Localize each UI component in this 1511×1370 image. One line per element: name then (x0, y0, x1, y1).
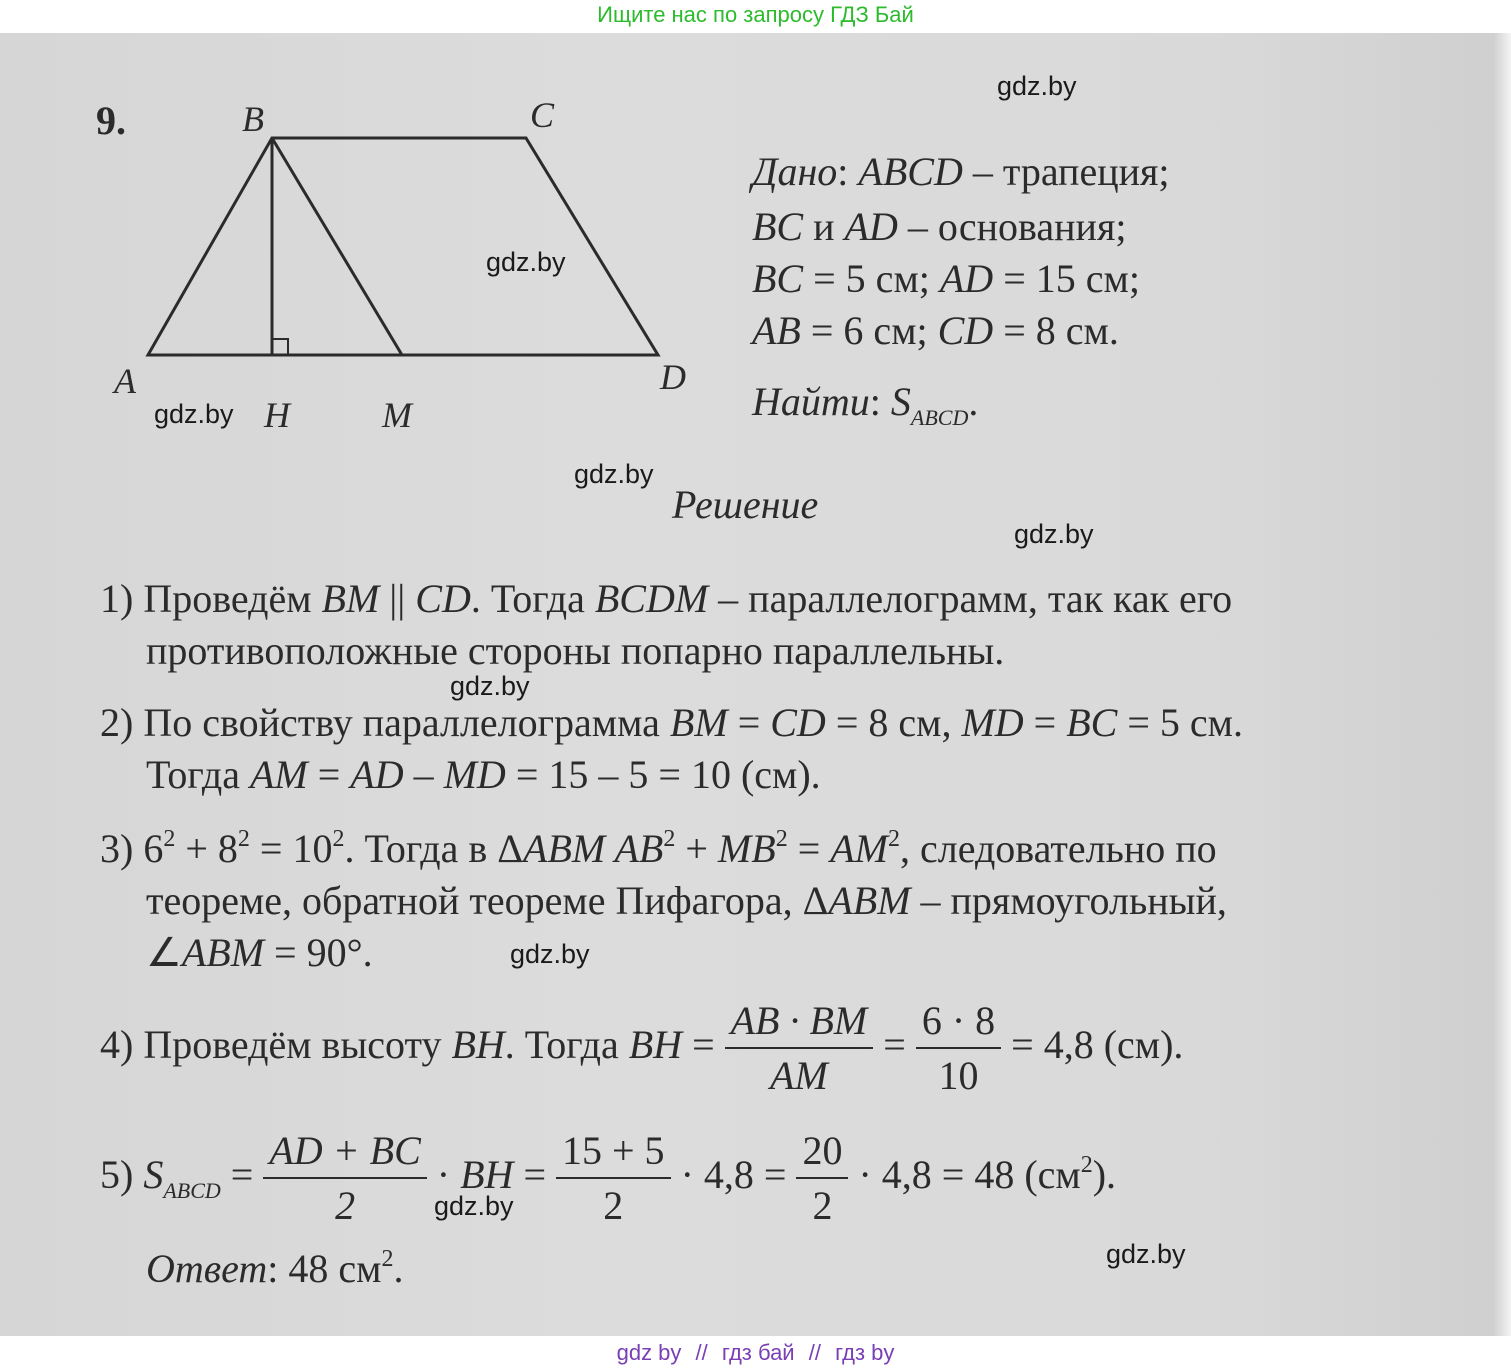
s5-bh: BH (460, 1152, 514, 1198)
s3-a: 6 (133, 826, 164, 871)
s3-sq4: 2 (663, 826, 676, 852)
watermark: gdz.by (450, 671, 530, 701)
given-ab-value: = 6 см; (800, 308, 938, 353)
s5-f3-num: 20 (796, 1125, 848, 1179)
step-3-line-1 (100, 825, 1217, 872)
s4-f1-num: AB · BM (725, 995, 874, 1049)
s1-bm: BM (321, 576, 380, 621)
s1-b: . Тогда (470, 576, 595, 621)
s4-fraction-1 (725, 995, 874, 1103)
s5-f2-den: 2 (603, 1183, 624, 1228)
label-m: M (382, 395, 412, 435)
s5-s: S (143, 1152, 164, 1198)
step-1-number: 1) (100, 576, 134, 621)
trapezoid-outline (148, 138, 658, 355)
s4-fraction-2 (916, 995, 1001, 1103)
label-b: B (242, 99, 264, 139)
s4-b: . Тогда (504, 1022, 629, 1068)
step-3-number: 3) (100, 826, 134, 871)
s1-bcdm: BCDM (594, 576, 709, 621)
s3-line3-abm: ABM (181, 930, 265, 975)
s3-line3b: = 90°. (264, 930, 373, 975)
step-3-line-2 (146, 877, 1227, 924)
s3-sq1: 2 (163, 826, 176, 852)
s2-a: По свойству параллелограмма (133, 700, 670, 745)
s5-mid: · 4,8 = (670, 1152, 797, 1198)
watermark: gdz.by (434, 1191, 514, 1221)
label-d: D (660, 357, 686, 397)
find-end: . (968, 379, 979, 424)
given-label: Дано (752, 149, 838, 194)
s4-bh2: BH (628, 1022, 683, 1068)
s2-eq2: = (1023, 700, 1067, 745)
s3-sq3: 2 (332, 826, 345, 852)
given-bc-value: = 5 см; (803, 256, 940, 301)
scanned-page (0, 33, 1511, 1336)
s4-eq2: = (873, 1022, 916, 1068)
bottom-separator: // (695, 1340, 708, 1365)
s4-f1-den: AM (770, 1053, 828, 1098)
bottom-link-1[interactable]: gdz by (616, 1340, 682, 1365)
s1-cd: CD (415, 576, 471, 621)
s5-eq2: = (513, 1152, 556, 1198)
watermark: gdz.by (574, 459, 654, 489)
given-line-4 (752, 307, 1119, 354)
step-2-line-2 (146, 751, 821, 798)
s3-sq6: 2 (888, 826, 901, 852)
given-ad-value: = 15 см; (993, 256, 1140, 301)
given-abcd: ABCD (858, 149, 963, 194)
given-ab: AB (752, 308, 801, 353)
s2-am: AM (249, 752, 308, 797)
s4-f2-den: 10 (938, 1053, 979, 1098)
find-s: S (890, 379, 911, 424)
s5-fraction-1 (263, 1125, 426, 1233)
given-bases: – основания; (897, 204, 1127, 249)
step-4-number: 4) (100, 1022, 134, 1068)
s3-sq2: 2 (237, 826, 250, 852)
given-cd: CD (937, 308, 994, 353)
s1-c: – параллелограмм, так как его (708, 576, 1233, 621)
angle-symbol: ∠ (146, 930, 182, 975)
s4-bh: BH (451, 1022, 505, 1068)
given-and: и (803, 204, 845, 249)
find-sub: ABCD (910, 405, 969, 430)
page-edge (1493, 33, 1511, 1336)
given-trapezoid: – трапеция; (962, 149, 1170, 194)
bottom-link-2[interactable]: гдз бай (721, 1340, 795, 1365)
s5-sub: ABCD (163, 1178, 221, 1204)
watermark: gdz.by (1014, 519, 1094, 549)
given-line-3 (752, 255, 1140, 302)
s1-par: || (379, 576, 416, 621)
s4-result: = 4,8 (см). (1001, 1022, 1184, 1068)
answer-sq: 2 (381, 1246, 394, 1272)
right-angle-mark (272, 339, 288, 355)
s5-fraction-2 (556, 1125, 671, 1233)
s4-eq: = (682, 1022, 725, 1068)
given-ad: AD (844, 204, 898, 249)
given-ad-2: AD (939, 256, 994, 301)
s2-eq3: = (307, 752, 351, 797)
s2-c: = 5 см. (1117, 700, 1243, 745)
s3-e: + (675, 826, 718, 871)
watermark: gdz.by (997, 71, 1077, 101)
s2-l2a: Тогда (146, 752, 250, 797)
given-bc-2: BC (752, 256, 804, 301)
s2-md: MD (961, 700, 1024, 745)
s5-end: ). (1092, 1152, 1117, 1198)
s3-line2b: – прямоугольный, (910, 878, 1227, 923)
watermark: gdz.by (1106, 1239, 1186, 1269)
step-5 (100, 1125, 1116, 1233)
find-label: Найти (752, 379, 870, 424)
given-line-1: Дано: ABCD – трапеция; (752, 149, 1170, 194)
step-1-line-2: противоположные стороны попарно параллельны. (146, 628, 1005, 673)
s3-sq5: 2 (775, 826, 788, 852)
s2-b: = 8 см, (825, 700, 962, 745)
step-2-number: 2) (100, 700, 134, 745)
answer-value: 48 см (288, 1246, 382, 1291)
problem-number: 9. (96, 98, 126, 143)
s2-minus: – (403, 752, 444, 797)
given-bc: BC (752, 204, 804, 249)
s4-f2-num: 6 · 8 (916, 995, 1001, 1049)
s2-l2b: = 15 – 5 = 10 (см). (505, 752, 821, 797)
s3-line2a: теореме, обратной теореме Пифагора, Δ (146, 878, 829, 923)
s3-abm: ABM AB (523, 826, 664, 871)
watermark: gdz.by (154, 399, 234, 429)
given-cd-value: = 8 см. (993, 308, 1119, 353)
solution-title: Решение (672, 482, 819, 527)
s5-sq: 2 (1080, 1152, 1093, 1179)
s5-f1-den: 2 (335, 1183, 356, 1228)
s2-md2: MD (443, 752, 506, 797)
bottom-banner[interactable] (0, 1336, 1511, 1370)
s3-b: + 8 (175, 826, 238, 871)
s3-g: , следовательно по (900, 826, 1217, 871)
find-line: Найти: $S_{ABCD}$. (752, 379, 979, 430)
s5-eq: = (220, 1152, 264, 1198)
answer-label: Ответ (146, 1246, 268, 1291)
segment-bm (272, 138, 402, 355)
s3-c: = 10 (249, 826, 333, 871)
s2-eq1: = (727, 700, 771, 745)
s4-a: Проведём высоту (133, 1022, 452, 1068)
s2-bm: BM (669, 700, 728, 745)
s3-am: AM (830, 826, 889, 871)
step-4 (100, 995, 1183, 1103)
step-2-line-1 (100, 699, 1243, 746)
given-line-2 (752, 203, 1126, 250)
label-c: C (530, 95, 555, 135)
step-5-number: 5) (100, 1152, 134, 1198)
s3-d: . Тогда в Δ (344, 826, 524, 871)
label-a: A (114, 361, 136, 401)
answer-colon: : (267, 1246, 289, 1291)
s5-fraction-3 (796, 1125, 848, 1233)
s2-ad: AD (350, 752, 404, 797)
watermark: gdz.by (486, 247, 566, 277)
answer-end: . (393, 1246, 404, 1291)
answer (146, 1245, 403, 1292)
s1-a: Проведём (133, 576, 322, 621)
bottom-link-3[interactable]: гдз by (835, 1340, 895, 1365)
step-3-line-3 (146, 929, 373, 976)
step-1-line-1 (100, 575, 1232, 622)
s3-line2-abm: ABM (828, 878, 911, 923)
s5-result: · 4,8 = 48 (см (848, 1152, 1081, 1198)
s5-f1-num: AD + BC (263, 1125, 426, 1179)
s5-f3-den: 2 (812, 1183, 833, 1228)
bottom-separator: // (808, 1340, 821, 1365)
s3-f: = (787, 826, 831, 871)
s2-bc: BC (1066, 700, 1118, 745)
label-h: H (264, 395, 290, 435)
watermark: gdz.by (510, 939, 590, 969)
s5-dot: · (426, 1152, 461, 1198)
s3-mb: MB (717, 826, 776, 871)
top-banner[interactable]: Ищите нас по запросу ГДЗ Бай (597, 2, 914, 27)
s2-cd: CD (770, 700, 826, 745)
s5-f2-num: 15 + 5 (556, 1125, 671, 1179)
